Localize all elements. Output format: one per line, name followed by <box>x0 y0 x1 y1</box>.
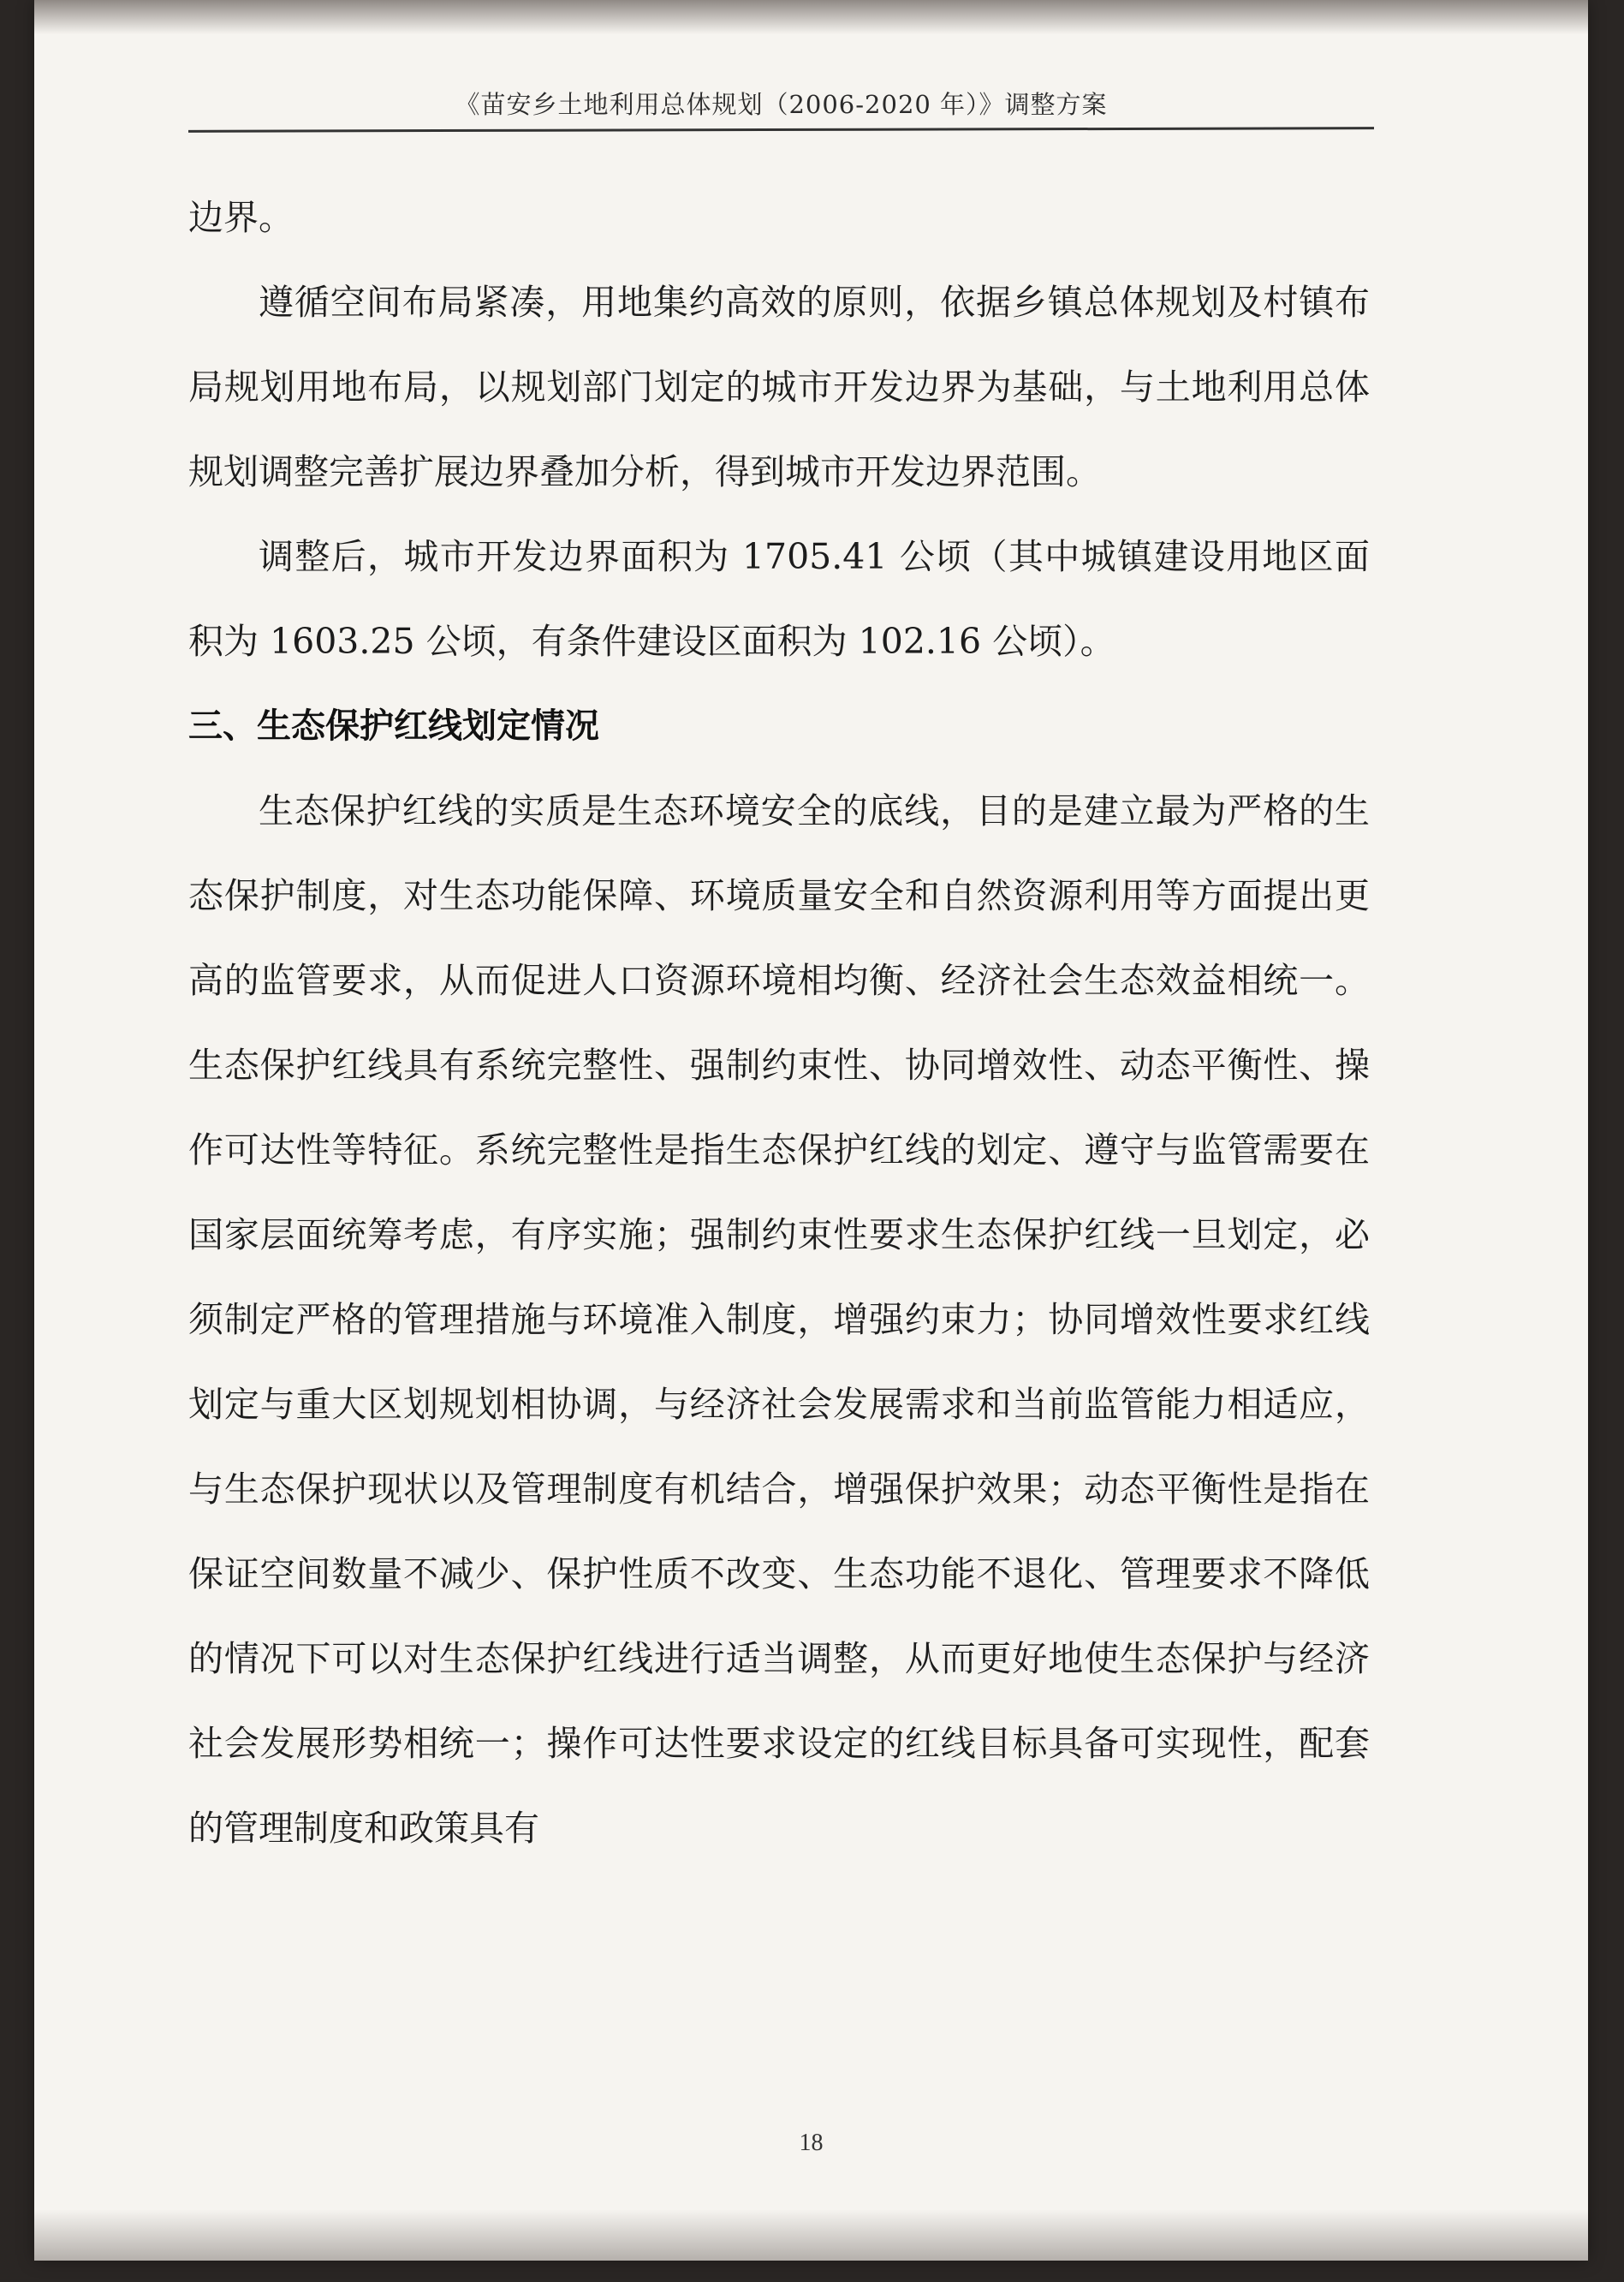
page-number: 18 <box>799 2130 824 2156</box>
page-bottom-shadow <box>34 2209 1588 2261</box>
page-top-shadow <box>34 0 1588 34</box>
running-header: 《苗安乡土地利用总体规划（2006-2020 年）》调整方案 <box>455 90 1108 119</box>
body-text <box>188 176 1370 1871</box>
paragraph-ecological-redline: 生态保护红线的实质是生态环境安全的底线，目的是建立最为严格的生态保护制度，对生态功能保障、环境质量安全和自然资源利用等方面提出更高的监管要求，从而促进人口资源环境相均衡、经济社会生态效益相统一。生态保护红线具有系统完整性、强制约束性、协同增效性、动态平衡性、操作可达性等特征。系统完整性是指生态保护红线的划定、遵守与监管需要在国家层面统筹考虑，有序实施；强制约束性要求生态保护红线一旦划定，必须制定严格的管理措施与环境准入制度，增强约束力；协同增效性要求红线划定与重大区划规划相协调，与经济社会发展需求和当前监管能力相适应，与生态保护现状以及管理制度有机结合，增强保护效果；动态平衡性是指在保证空间数量不减少、保护性质不改变、生态功能不退化、管理要求不降低的情况下可以对生态保护红线进行适当调整，从而更好地使生态保护与经济社会发展形势相统一；操作可达性要求设定的红线目标具备可实现性，配套的管理制度和政策具有 <box>188 790 1370 1849</box>
paragraph-development-boundary: 遵循空间布局紧凑，用地集约高效的原则，依据乡镇总体规划及村镇布局规划用地布局，以规划部门划定的城市开发边界为基础，与土地利用总体规划调整完善扩展边界叠加分析，得到城市开发边界范围。 <box>188 282 1370 492</box>
section-heading: 三、生态保护红线划定情况 <box>188 706 599 746</box>
header-rule <box>188 127 1374 133</box>
paragraph-adjusted-area: 调整后，城市开发边界面积为 1705.41 公顷（其中城镇建设用地区面积为 1603.25 公顷，有条件建设区面积为 102.16 公顷）。 <box>188 536 1370 662</box>
document-page <box>34 0 1588 2261</box>
paragraph-continuation: 边界。 <box>188 197 294 238</box>
